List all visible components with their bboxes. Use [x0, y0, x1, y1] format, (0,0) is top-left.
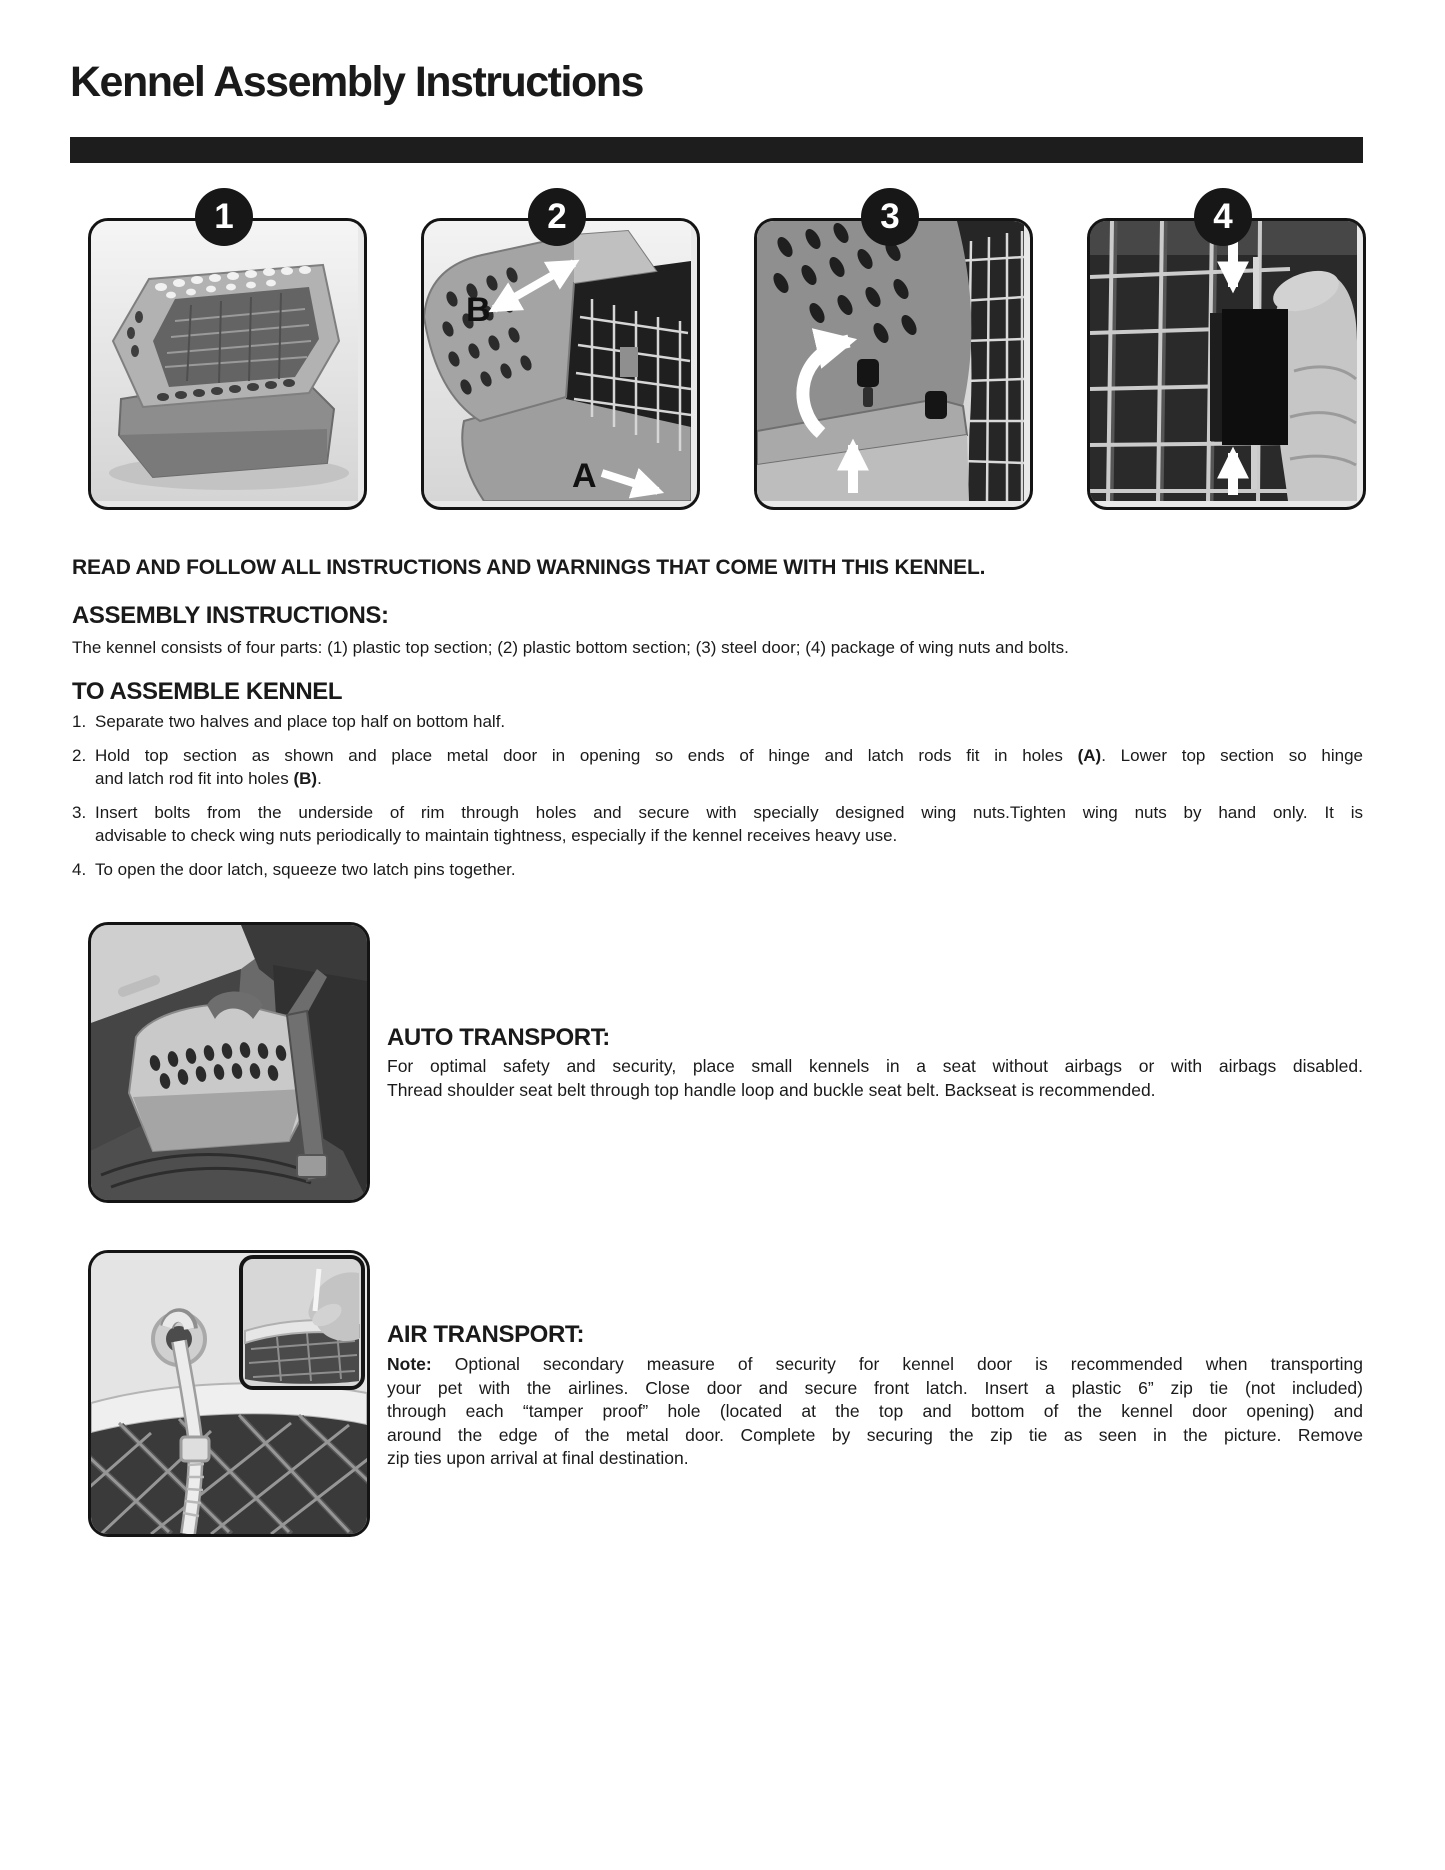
body-line	[387, 1353, 1363, 1377]
zip-tie-head	[181, 1437, 209, 1461]
air-transport-body	[387, 1353, 1363, 1471]
note-label: Note:	[387, 1354, 432, 1374]
list-marker: 2.	[72, 746, 87, 765]
assembly-body: The kennel consists of four parts: (1) plastic top section; (2) plastic bottom section; (3) steel door; (4) package of wing nuts and bolts.	[72, 638, 1069, 657]
hole-ref-a: (A)	[1077, 746, 1102, 765]
assembly-steps	[72, 710, 1363, 892]
hole-label-a: A	[572, 457, 597, 495]
body-line: For optimal safety and security, place small kennels in a seat without airbags or with airbags disabled.	[387, 1056, 1363, 1076]
figure-panel-1	[88, 218, 367, 510]
title-rule	[70, 137, 1363, 163]
auto-transport-heading: AUTO TRANSPORT:	[387, 1024, 610, 1051]
air-transport-heading: AIR TRANSPORT:	[387, 1321, 585, 1348]
step-text: and latch rod fit into holes	[95, 769, 294, 788]
kennel-in-car-photo	[91, 925, 367, 1200]
inset-photo	[241, 1257, 363, 1388]
figure-number-3: 3	[861, 188, 919, 246]
list-marker: 1.	[72, 712, 87, 731]
step-text-line: advisable to check wing nuts periodically to maintain tightness, especially if the kennel receives heavy use.	[95, 826, 898, 845]
body-line: your pet with the airlines. Close door and secure front latch. Insert a plastic 6” zip tie (not included)	[387, 1377, 1363, 1398]
seat-belt-buckle	[297, 1155, 327, 1177]
body-line: around the edge of the metal door. Complete by securing the zip tie as seen in the picture. Remove	[387, 1424, 1363, 1445]
door-placement-photo	[424, 221, 691, 501]
hole-ref-b: (B)	[293, 769, 318, 788]
figure-number-2: 2	[528, 188, 586, 246]
figure-number-4: 4	[1194, 188, 1252, 246]
step-text-line	[95, 744, 1363, 767]
step-text: Separate two halves and place top half on bottom half.	[95, 712, 506, 731]
figure-number-1: 1	[195, 188, 253, 246]
list-item-4	[72, 858, 1363, 881]
step-text-line: Insert bolts from the underside of rim through holes and secure with specially designed wing nuts.Tighten wing nuts by hand only. It is	[95, 803, 1363, 822]
step-text: .	[317, 769, 322, 788]
list-item-1	[72, 710, 1363, 733]
list-marker: 4.	[72, 860, 87, 879]
body-line: Thread shoulder seat belt through top handle loop and buckle seat belt. Backseat is recommended.	[387, 1079, 1156, 1100]
figure-panel-2	[421, 218, 700, 510]
auto-transport-photo	[88, 922, 370, 1203]
assembly-heading: ASSEMBLY INSTRUCTIONS:	[72, 602, 389, 629]
kennel-halves-photo	[91, 221, 358, 501]
to-assemble-heading: TO ASSEMBLE KENNEL	[72, 678, 343, 705]
wing-nut-photo	[1090, 221, 1357, 501]
step-text: . Lower top section so hinge	[1101, 746, 1364, 765]
air-transport-photo	[88, 1250, 370, 1537]
list-item-2	[72, 744, 1363, 790]
list-item-3	[72, 801, 1363, 847]
body-line: through each “tamper proof” hole (located at the top and bottom of the kennel door opening) and	[387, 1401, 1363, 1421]
latch-rotation-photo	[757, 221, 1024, 501]
auto-transport-body	[387, 1055, 1363, 1102]
figure-panel-4	[1087, 218, 1366, 510]
step-text-line	[95, 767, 1363, 790]
body-text: Optional secondary measure of security for kennel door is recommended when transporting	[431, 1354, 1363, 1374]
step-text: Hold top section as shown and place metal door in opening so ends of hinge and latch rods fit in holes	[95, 746, 1078, 765]
zip-tie-photo	[91, 1253, 367, 1534]
hole-label-b: B	[466, 291, 491, 329]
warning-line: READ AND FOLLOW ALL INSTRUCTIONS AND WARNINGS THAT COME WITH THIS KENNEL.	[72, 556, 986, 579]
body-line: zip ties upon arrival at final destination.	[387, 1448, 689, 1468]
page-title: Kennel Assembly Instructions	[70, 58, 643, 106]
list-marker: 3.	[72, 803, 87, 822]
step-text: To open the door latch, squeeze two latch pins together.	[95, 860, 516, 879]
figure-panel-3	[754, 218, 1033, 510]
